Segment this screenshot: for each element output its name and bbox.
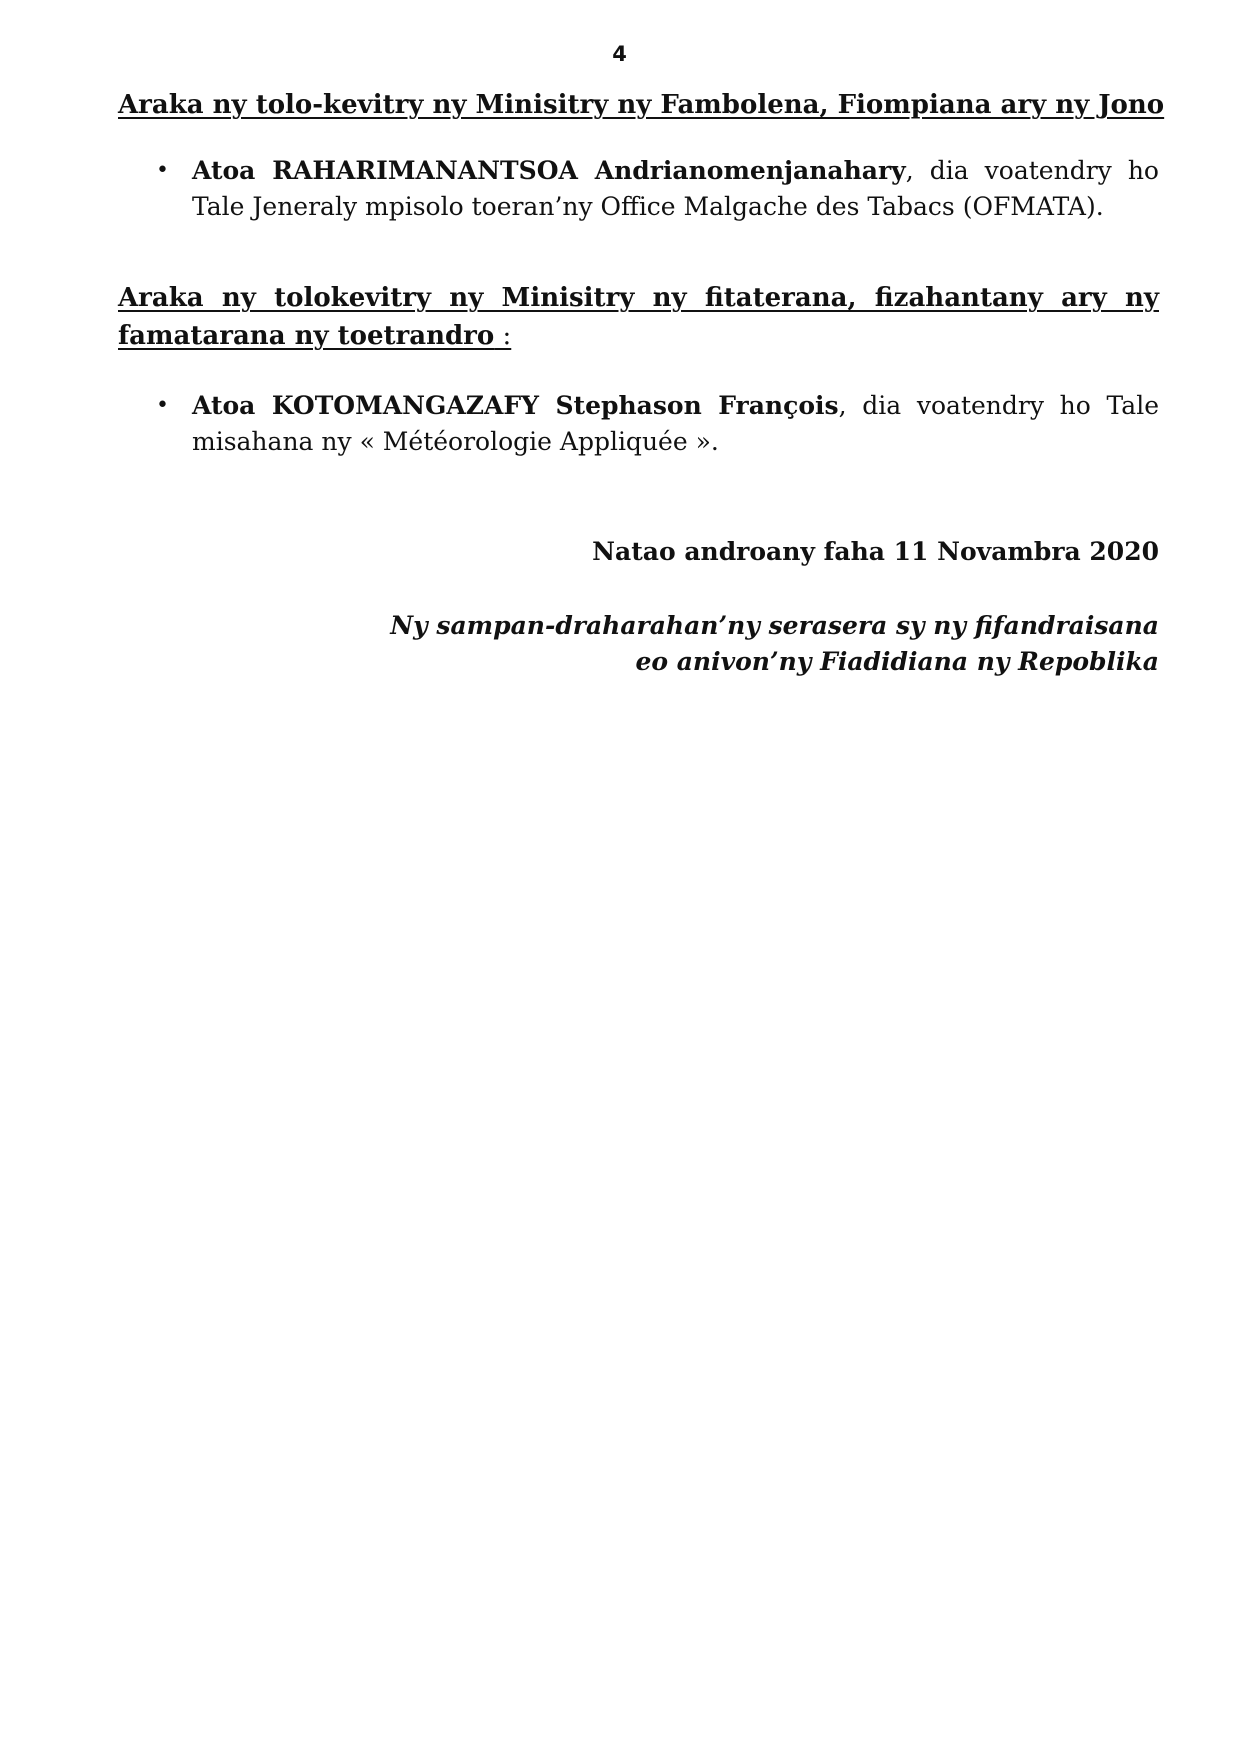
appointment-role-start: , dia voatendry ho Tale [838,391,1159,420]
appointment-line-2: misahana ny « Météorologie Appliquée ». [192,427,719,456]
signature-line-1: Ny sampan-draharahan’ny serasera sy ny fifandraisana [390,611,1159,640]
appointee-name: Atoa KOTOMANGAZAFY Stephason François [192,391,839,420]
heading-colon: : [494,321,512,351]
appointment-line-1 [192,388,1159,424]
page-number: 4 [612,42,627,66]
heading-line-2 [118,317,1159,355]
signature-block [390,608,1159,680]
bullet-icon: • [156,158,169,183]
heading-line-1: Araka ny tolokevitry ny Minisitry ny fitaterana, fizahantany ary ny [118,283,1159,313]
heading-line-2-text: famatarana ny toetrandro [118,321,495,351]
appointment-text [192,388,1159,460]
appointee-name: Atoa RAHARIMANANTSOA Andrianomenjanahary [192,156,906,185]
appointment-item-ofmata [118,153,1159,225]
appointment-role-start: , dia voatendry ho [905,156,1159,185]
section-heading-transport [118,279,1159,355]
bullet-icon: • [156,393,169,418]
section-agriculture [118,86,1165,124]
signature-line-2: eo anivon’ny Fiadidiana ny Repoblika [635,647,1159,676]
appointment-text [192,153,1159,225]
appointment-line-1 [192,153,1159,189]
date-line: Natao androany faha 11 Novambra 2020 [592,537,1159,566]
appointment-item-meteorologie [118,388,1159,460]
signature [390,608,1159,680]
appointment-line-2: Tale Jeneraly mpisolo toeran’ny Office Malgache des Tabacs (OFMATA). [192,192,1104,221]
closing-date [592,534,1159,570]
section-transport [118,279,1159,355]
section-heading-agriculture: Araka ny tolo-kevitry ny Minisitry ny Fambolena, Fiompiana ary ny Jono [118,90,1165,120]
